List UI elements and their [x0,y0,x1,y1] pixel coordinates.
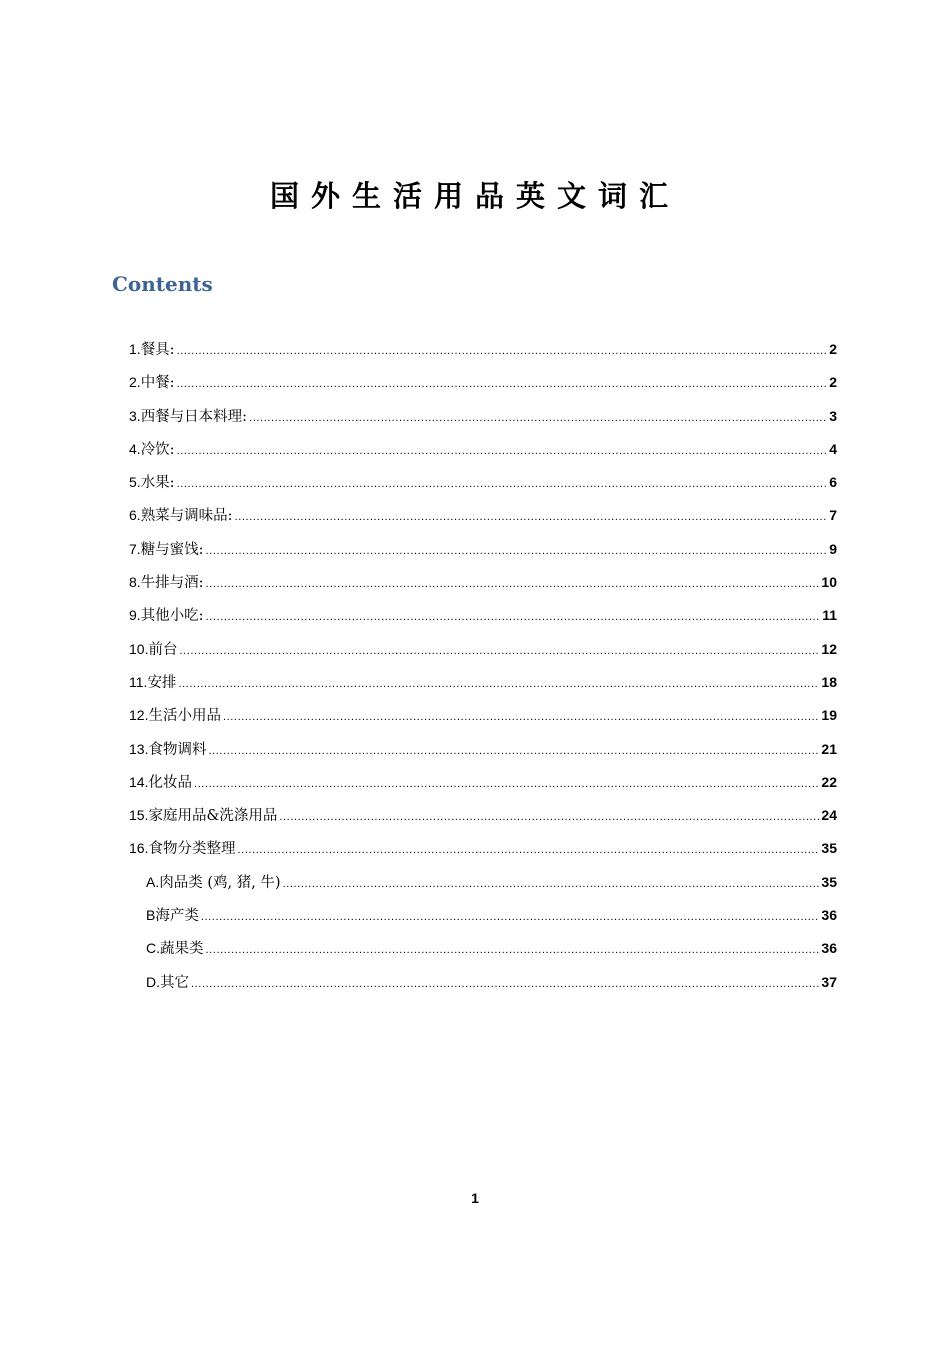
toc-entry-number: A. [146,873,160,890]
toc-entry-page: 19 [821,707,837,724]
toc-entry-page: 35 [821,840,837,857]
toc-entry-label: 中餐: [140,375,175,392]
toc-entry[interactable] [129,638,837,671]
toc-entry-page: 7 [829,507,837,524]
toc-entry-label: 海产类 [155,908,199,925]
toc-dot-leader [191,973,819,995]
toc-entry-page: 6 [829,474,837,491]
toc-dot-leader [223,706,819,728]
toc-dot-leader [206,540,828,562]
toc-entry[interactable] [129,704,837,737]
toc-entry[interactable] [129,438,837,471]
toc-entry-page: 18 [821,673,837,690]
toc-entry-page: 11 [822,607,837,624]
toc-entry-page: 10 [821,574,837,591]
toc-entry-page: 2 [829,374,837,391]
toc-entry[interactable] [129,338,837,371]
toc-entry-page: 24 [821,807,837,824]
toc-entry-page: 35 [821,873,837,890]
toc-entry-page: 4 [829,440,837,457]
toc-entry-label: 牛排与酒: [140,575,204,592]
toc-entry-page: 21 [821,740,837,757]
toc-entry[interactable] [129,604,837,637]
toc-dot-leader [249,407,827,429]
toc-entry-number: 2. [129,374,141,391]
toc-entry[interactable] [129,771,837,804]
toc-entry-label: 食物分类整理 [148,841,236,858]
toc-entry-label: 化妆品 [148,774,192,791]
toc-entry-page: 36 [821,907,837,924]
toc-dot-leader [206,939,820,961]
toc-entry-number: B [146,907,156,924]
toc-entry-number: 5. [129,474,141,491]
toc-dot-leader [279,806,819,828]
toc-subentry[interactable] [129,904,837,937]
toc-entry-label: 西餐与日本料理: [140,408,248,425]
toc-dot-leader [177,473,828,495]
toc-entry-number: 4. [129,440,141,457]
toc-entry-number: 16. [129,840,149,857]
toc-dot-leader [208,740,819,762]
toc-entry-page: 22 [821,773,837,790]
toc-entry-label: 家庭用品&洗涤用品 [148,808,278,825]
toc-entry-label: 安排 [147,674,177,691]
toc-dot-leader [201,906,820,928]
toc-entry-label: 其他小吃: [140,608,204,625]
toc-entry-number: 7. [129,540,141,557]
toc-entry[interactable] [129,837,837,870]
toc-entry-number: 3. [129,407,141,424]
toc-entry[interactable] [129,471,837,504]
toc-entry-page: 36 [821,940,837,957]
toc-dot-leader [177,440,828,462]
toc-entry-page: 12 [821,640,837,657]
toc-entry-label: 生活小用品 [148,708,221,725]
toc-subentry[interactable] [129,871,837,904]
contents-heading: Contents [112,272,213,296]
toc-entry-number: 1. [129,341,141,357]
toc-dot-leader [177,340,828,362]
toc-entry-page: 2 [829,341,837,357]
toc-entry-number: 6. [129,507,141,524]
toc-entry-number: 9. [129,607,141,624]
document-title: 国外生活用品英文词汇 [269,179,680,213]
toc-entry-label: 水果: [140,475,175,492]
toc-entry-number: 14. [129,773,149,790]
toc-entry[interactable] [129,405,837,438]
toc-entry[interactable] [129,504,837,537]
toc-dot-leader [178,673,819,695]
toc-subentry[interactable] [129,971,837,1004]
toc-entry[interactable] [129,571,837,604]
toc-entry-number: 15. [129,807,149,824]
toc-dot-leader [194,773,819,795]
toc-entry-label: 餐具: [140,342,175,358]
toc-entry-number: 10. [129,640,149,657]
toc-subentry[interactable] [129,937,837,970]
toc-entry-number: 11. [129,673,148,690]
table-of-contents [129,338,837,1004]
toc-dot-leader [177,373,828,395]
toc-entry-label: 糖与蜜饯: [140,541,204,558]
toc-entry-number: 13. [129,740,149,757]
toc-entry[interactable] [129,371,837,404]
toc-entry-label: 前台 [148,641,178,658]
toc-dot-leader [179,640,819,662]
toc-entry[interactable] [129,671,837,704]
toc-entry-page: 9 [829,540,837,557]
toc-entry[interactable] [129,738,837,771]
toc-entry-label: 食物调料 [148,741,207,758]
toc-entry-page: 37 [821,973,837,990]
toc-dot-leader [206,606,821,628]
toc-dot-leader [206,573,820,595]
toc-entry[interactable] [129,538,837,571]
toc-dot-leader [235,506,828,528]
toc-entry-number: D. [146,973,160,990]
toc-dot-leader [237,839,819,861]
toc-entry-label: 其它 [160,974,189,991]
toc-entry-number: 12. [129,707,149,724]
toc-entry-label: 蔬果类 [160,941,204,958]
toc-dot-leader [283,873,820,895]
toc-entry-page: 3 [829,407,837,424]
page-number: 1 [471,1190,479,1206]
toc-entry-label: 熟菜与调味品: [140,508,233,525]
toc-entry-label: 冷饮: [140,441,175,458]
toc-entry-number: C. [146,940,160,957]
toc-entry-label: 肉品类 (鸡, 猪, 牛) [159,874,281,891]
toc-entry-number: 8. [129,574,141,591]
toc-entry[interactable] [129,804,837,837]
